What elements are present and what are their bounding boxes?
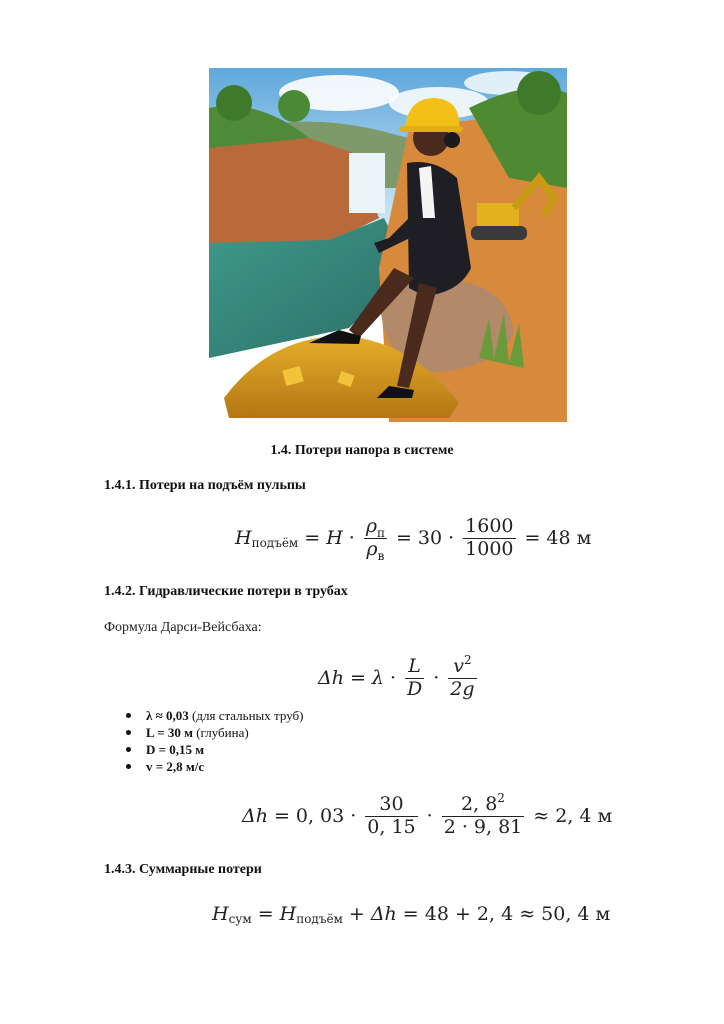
total-h-sub: подъём bbox=[296, 912, 343, 926]
formula-lift-losses: H подъём = H · $\frac{\rho_п}{\rho_в}$ = 30 · $\frac{1600}{1000}$ = 48 м bbox=[235, 514, 592, 563]
formula-sub-lift: подъём bbox=[251, 536, 299, 550]
rho-v-sub: в bbox=[377, 548, 385, 563]
section-title: 1.4. Потери напора в системе bbox=[270, 443, 454, 458]
rho-p: ρ bbox=[365, 514, 377, 537]
calc-velocity-term bbox=[442, 790, 525, 839]
calc-lambda: 0, 03 bbox=[295, 805, 345, 827]
formula-numeric-ratio bbox=[463, 516, 515, 561]
param-length-note: (глубина) bbox=[192, 725, 249, 740]
param-lambda: λ ≈ 0,03 bbox=[146, 708, 189, 723]
darcy-lambda: λ bbox=[371, 667, 384, 689]
darcy-L: L bbox=[408, 654, 421, 677]
calc-num1: 30 bbox=[379, 792, 404, 815]
total-dh: Δh bbox=[370, 903, 397, 925]
calc-l-over-d bbox=[365, 794, 417, 839]
formula-density-ratio bbox=[364, 516, 387, 561]
param-velocity: v = 2,8 м/с bbox=[146, 759, 205, 774]
subsection-title-pipe-losses: 1.4.2. Гидравлические потери в трубах bbox=[104, 584, 348, 599]
subsection-title-lift-losses: 1.4.1. Потери на подъём пульпы bbox=[104, 478, 306, 493]
subsection-title-total-losses: 1.4.3. Суммарные потери bbox=[104, 862, 262, 877]
list-item bbox=[126, 707, 303, 724]
darcy-D: D bbox=[406, 677, 423, 700]
param-diameter: D = 0,15 м bbox=[146, 742, 205, 757]
total-h: H bbox=[279, 903, 297, 925]
formula-result-lift: 48 м bbox=[546, 527, 592, 549]
total-expr: = 48 + 2, 4 ≈ 50, 4 м bbox=[402, 903, 611, 925]
ratio-num: 1600 bbox=[465, 514, 514, 537]
parameter-list bbox=[126, 707, 303, 775]
param-lambda-note: (для стальных труб) bbox=[188, 708, 304, 723]
calc-den2: 2 · 9, 81 bbox=[443, 815, 523, 838]
darcy-2g: 2g bbox=[450, 677, 475, 700]
calc-result: ≈ 2, 4 м bbox=[533, 805, 613, 827]
formula-total-losses: H сум = H подъём + Δh = 48 + 2, 4 ≈ 50, 4 м bbox=[212, 903, 611, 926]
param-length: L = 30 м bbox=[146, 725, 193, 740]
formula-var-h-lift: H bbox=[235, 527, 252, 549]
darcy-lhs: Δh bbox=[318, 667, 344, 689]
calc-num2-sup: 2 bbox=[497, 790, 505, 805]
formula-var-h: H bbox=[326, 527, 343, 549]
total-lhs: H bbox=[212, 903, 229, 925]
calc-lhs: Δh bbox=[242, 805, 268, 827]
darcy-l-over-d bbox=[405, 656, 424, 701]
formula-darcy: Δh = λ · $\frac{L}{D}$ · $\frac{v^2}{2g}$ bbox=[318, 652, 475, 700]
formula-val-h: 30 bbox=[417, 527, 443, 549]
ratio-den: 1000 bbox=[465, 537, 514, 560]
total-lhs-sub: сум bbox=[228, 912, 252, 926]
list-item bbox=[126, 741, 303, 758]
calc-num2: 2, 8 bbox=[461, 792, 498, 815]
darcy-intro: Формула Дарси-Вейсбаха: bbox=[104, 620, 262, 635]
rho-v: ρ bbox=[366, 537, 378, 560]
illustration-svg bbox=[209, 68, 567, 422]
engineer-at-mine-illustration bbox=[209, 68, 567, 422]
calc-den1: 0, 15 bbox=[367, 815, 416, 838]
list-item bbox=[126, 758, 303, 775]
darcy-v: v bbox=[453, 654, 464, 677]
formula-darcy-calc: Δh = 0, 03 · $\frac{30}{0, 15}$ · $\frac{2, 8^2}{2 \cdot 9, 81}$ ≈ 2, 4 м bbox=[242, 790, 613, 838]
list-item bbox=[126, 724, 303, 741]
rho-p-sub: п bbox=[376, 525, 385, 540]
darcy-v-sup: 2 bbox=[463, 652, 472, 667]
darcy-velocity-term bbox=[448, 652, 476, 701]
